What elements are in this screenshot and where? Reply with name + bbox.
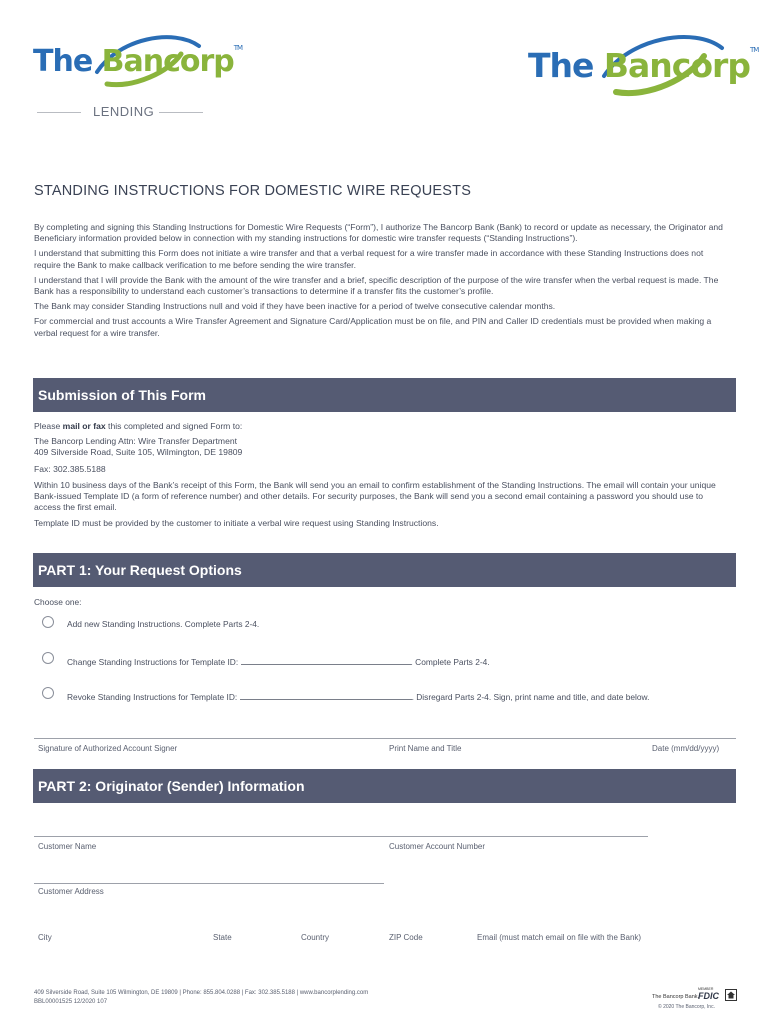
zip-label: ZIP Code [389,933,423,942]
intro-paragraph: I understand that I will provide the Bank with the amount of the wire transfer and a brief, specific description of the purpose of the wire transfer when the verbal request is made. The Bank has a responsibility to understand each customer’s transactions to determine if a transfer fits the customer’s profile. [34,274,719,297]
option-label: Revoke Standing Instructions for Template ID: [67,692,238,702]
fdic-logo: FDIC [698,991,719,1001]
footer-form-code: BBL00001525 12/2020 107 [34,999,108,1005]
option-revoke[interactable] [42,687,742,703]
badge-member: MEMBER [698,987,714,991]
submission-heading: Submission of This Form [33,378,736,412]
signature-line[interactable] [34,738,736,739]
address-line: 409 Silverside Road, Suite 105, Wilmington, DE 19809 [34,447,243,458]
intro-paragraph: For commercial and trust accounts a Wire Transfer Agreement and Signature Card/Application must be on file, and PIN and Caller ID credentials must be provided when making a verbal request for a wire transfer. [34,316,712,338]
option-add-new[interactable] [42,616,732,632]
choose-one-label: Choose one: [34,597,82,607]
customer-account-label: Customer Account Number [389,842,486,851]
address-line: The Bancorp Lending Attn: Wire Transfer Department [34,436,238,447]
radio-revoke[interactable] [42,687,54,699]
logo-tm: TM [233,44,243,52]
intro-paragraph: The Bank may consider Standing Instructions null and void if they have been inactive for a period of twelve consecutive calendar months. [34,301,556,312]
email-label: Email (must match email on file with the Bank) [477,933,642,942]
submission-paragraph: Within 10 business days of the Bank’s receipt of this Form, the Bank will send you an email to confirm establishment of the Standing Instructions. The email will contain your unique Bank-issued Template ID (a form of reference number) and other details. For security purposes, the Bank will send you a second email containing a password you should use to access the first email. [34,479,716,513]
city-label: City [38,933,52,942]
intro-paragraph: By completing and signing this Standing Instructions for Domestic Wire Requests (“Form”), I authorize The Bancorp Bank (Bank) to record or update as necessary, the Originator and Beneficiary information provided below in connection with my standing instructions for domestic wire transfer requests (“Standing Instructions”). [34,222,723,244]
state-label: State [213,933,232,942]
option-label: Add new Standing Instructions. Complete Parts 2-4. [67,619,260,629]
intro-paragraph: I understand that submitting this Form does not initiate a wire transfer and that a verbal request for a wire transfer made in accordance with these Standing Instructions does not require the Bank to make callback verification to me before sending the wire transfer. [34,248,704,270]
radio-change[interactable] [42,652,54,664]
fax-number: Fax: 302.385.5188 [34,463,106,474]
intro-section [34,222,724,339]
customer-address-line[interactable] [34,883,384,884]
logo-the: The [528,46,594,85]
template-id-field[interactable] [240,690,412,700]
badge-brand: The Bancorp Bank. [652,994,700,1000]
radio-add-new[interactable] [42,616,54,628]
date-label: Date (mm/dd/yyyy) [652,744,720,753]
part1-heading: PART 1: Your Request Options [33,553,736,587]
logo-right [528,36,759,108]
submission-instruction: Please mail or fax this completed and signed Form to: [34,421,243,431]
logo-brand: Bancorp [101,44,234,79]
option-label-suffix: . Disregard Parts 2-4. Sign, print name and title, and date below. [411,692,650,702]
option-label-suffix: . Complete Parts 2-4. [410,657,490,667]
template-id-field[interactable] [241,655,411,665]
country-label: Country [301,933,330,942]
customer-name-line[interactable] [34,836,648,837]
logo-the: The [33,44,93,79]
print-name-label: Print Name and Title [389,744,462,753]
option-label: Change Standing Instructions for Template ID: [67,657,239,667]
fdic-badge [652,987,738,1003]
customer-address-label: Customer Address [38,887,104,896]
footer-address: 409 Silverside Road, Suite 105 Wilmington, DE 19809 | Phone: 855.804.0288 | Fax: 302.385.5188 | www.bancorplending.com [34,990,369,996]
logo-left [33,38,243,128]
logo-lending: LENDING [93,104,155,119]
option-change[interactable] [42,652,732,668]
signature-label: Signature of Authorized Account Signer [38,744,178,753]
logo-brand: Bancorp [603,46,750,85]
copyright: © 2020 The Bancorp, Inc. [658,1004,715,1010]
submission-section [34,421,724,530]
mail-or-fax: mail or fax [62,421,106,431]
page-title: STANDING INSTRUCTIONS FOR DOMESTIC WIRE REQUESTS [34,183,472,199]
logo-tm: TM [749,46,759,54]
equal-housing-icon [725,989,737,1001]
part2-heading: PART 2: Originator (Sender) Information [33,769,736,803]
submission-paragraph: Template ID must be provided by the customer to initiate a verbal wire request using Standing Instructions. [34,518,439,529]
customer-name-label: Customer Name [38,842,97,851]
